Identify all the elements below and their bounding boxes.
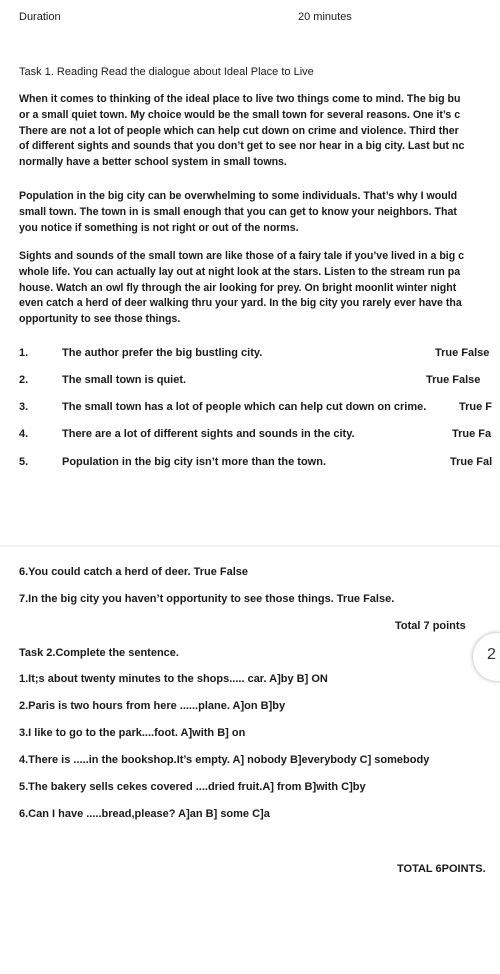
worksheet-page-2 bbox=[0, 547, 500, 974]
paragraph-line: whole life. You can actually lay out at night look at the stars. Listen to the stream run pa bbox=[19, 265, 461, 278]
sentence-item: 2.Paris is two hours from here ......plane. A]on B]by bbox=[19, 700, 286, 712]
paragraph-line: small town. The town in is small enough that you can get to know your neighbors. That bbox=[19, 205, 457, 218]
task1-title: Task 1. Reading Read the dialogue about Ideal Place to Live bbox=[19, 66, 314, 78]
total-7-points: Total 7 points bbox=[395, 620, 466, 632]
sentence-item: 5.The bakery sells cekes covered ....dried fruit.A] from B]with C]by bbox=[19, 781, 366, 793]
statement-options: True Fal bbox=[450, 456, 493, 468]
statement-number: 1. bbox=[19, 347, 29, 359]
statement-options: True F bbox=[459, 401, 493, 413]
statement-text: There are a lot of different sights and sounds in the city. bbox=[62, 428, 355, 440]
paragraph-line: house. Watch an owl fly through the air looking for prey. On bright moonlit winter night bbox=[19, 281, 457, 294]
paragraph-line: Population in the big city can be overwhelming to some individuals. That’s why I would bbox=[19, 190, 458, 202]
paragraph-line: normally have a better school system in small towns. bbox=[19, 156, 287, 169]
statement-number: 3. bbox=[19, 401, 29, 413]
sentence-item: 3.I like to go to the park....foot. A]with B] on bbox=[19, 727, 246, 739]
statement-options: True False bbox=[435, 347, 490, 359]
paragraph-line: When it comes to thinking of the ideal place to live two things come to mind. The big bu bbox=[19, 93, 461, 105]
paragraph-line: of different sights and sounds that you don’t get to see nor hear in a big city. Last but nc bbox=[19, 140, 465, 153]
sentence-item: 1.It;s about twenty minutes to the shops..... car. A]by B] ON bbox=[19, 673, 328, 685]
statement-text: Population in the big city isn’t more than the town. bbox=[62, 456, 326, 468]
reading-paragraph-2 bbox=[19, 189, 500, 236]
statement-number: 4. bbox=[19, 428, 29, 440]
statement-text: The author prefer the big bustling city. bbox=[62, 347, 263, 359]
statement-number: 2. bbox=[19, 374, 29, 386]
statement-6: 6.You could catch a herd of deer. True False bbox=[19, 566, 249, 578]
statement-options: True False bbox=[426, 374, 481, 386]
reading-paragraph-3 bbox=[19, 249, 500, 328]
paragraph-line: Sights and sounds of the small town are like those of a fairy tale if you’ve lived in a big c bbox=[19, 250, 465, 262]
duration-value: 20 minutes bbox=[298, 11, 352, 23]
statement-text: The small town has a lot of people which can help cut down on crime. bbox=[62, 401, 427, 413]
paragraph-line: or a small quiet town. My choice would be the small town for several reasons. One it’s c bbox=[19, 108, 461, 121]
page-number: 2 bbox=[487, 646, 496, 663]
statement-number: 5. bbox=[19, 456, 29, 468]
duration-label: Duration bbox=[19, 11, 61, 23]
paragraph-line: you notice if something is not right or out of the norms. bbox=[19, 221, 299, 234]
statement-7: 7.In the big city you haven’t opportunity to see those things. True False. bbox=[19, 593, 395, 605]
paragraph-line: even catch a herd of deer walking thru your yard. In the big city you rarely ever have tha bbox=[19, 297, 462, 310]
sentence-item: 6.Can I have .....bread,please? A]an B] some C]a bbox=[19, 808, 270, 820]
reading-paragraph-1 bbox=[19, 92, 500, 171]
total-6-points: TOTAL 6POINTS. bbox=[397, 863, 486, 875]
statement-options: True Fa bbox=[452, 428, 492, 440]
task2-title: Task 2.Complete the sentence. bbox=[19, 647, 179, 659]
paragraph-line: There are not a lot of people which can help cut down on crime and violence. Third ther bbox=[19, 124, 459, 137]
page-number-badge[interactable] bbox=[473, 633, 500, 681]
statement-text: The small town is quiet. bbox=[62, 374, 187, 386]
sentence-item: 4.There is .....in the bookshop.It’s empty. A] nobody B]everybody C] somebody bbox=[19, 754, 430, 766]
paragraph-line: opportunity to see those things. bbox=[19, 313, 181, 326]
